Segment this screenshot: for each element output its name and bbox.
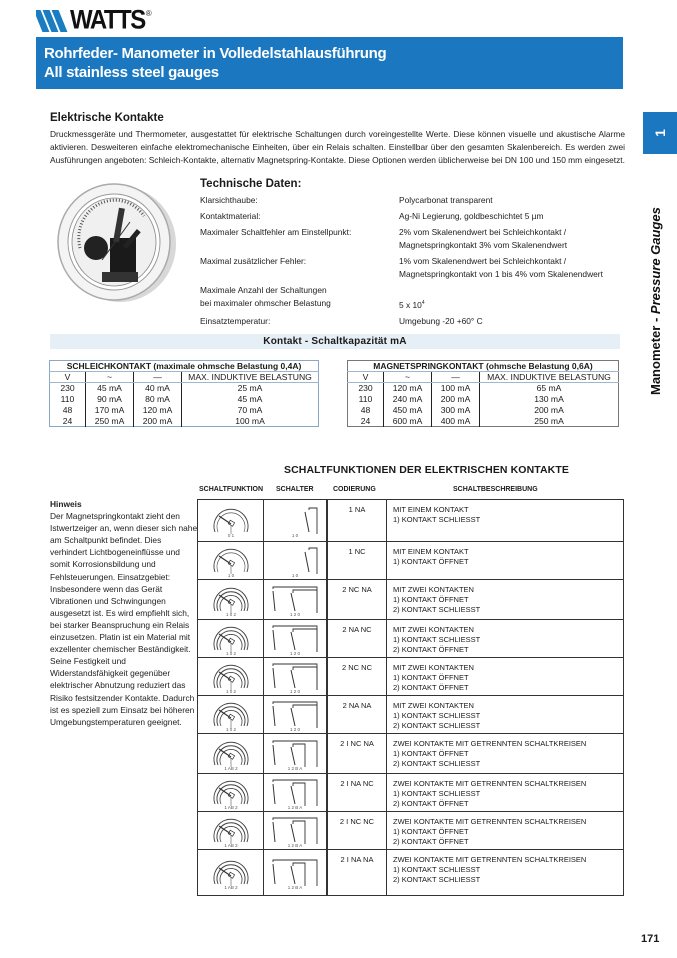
tech-row <box>200 315 620 328</box>
logo-stripes-icon <box>36 10 70 32</box>
svg-text:1 2 B A: 1 2 B A <box>287 804 303 810</box>
coding-label: 2 I NC NC <box>327 812 386 849</box>
svg-text:1 0 2: 1 0 2 <box>225 688 236 694</box>
function-row <box>198 657 623 695</box>
table-row <box>348 394 619 405</box>
tech-label: Klarsichthaube: <box>200 195 258 205</box>
table-cell: 200 mA <box>432 394 480 405</box>
description-line: 2) KONTAKT ÖFFNET <box>393 837 469 846</box>
description-line: 2) KONTAKT SCHLIESST <box>393 759 481 768</box>
column-header: ~ <box>384 372 432 383</box>
table-cell: 200 mA <box>480 405 619 416</box>
dial-diagram-icon <box>198 774 263 811</box>
description-line: 1) KONTAKT SCHLIESST <box>393 635 481 644</box>
function-description <box>386 542 623 579</box>
table-cell: 200 mA <box>134 416 182 427</box>
function-row <box>198 733 623 773</box>
header-schalter: SCHALTER <box>276 486 314 493</box>
table-row <box>50 394 319 405</box>
table-cell: 450 mA <box>384 405 432 416</box>
tech-label <box>200 284 399 312</box>
table-cell: 48 <box>62 405 73 415</box>
svg-text:0 1: 0 1 <box>227 532 234 538</box>
schleichkontakt-table <box>49 360 319 427</box>
table-cell: 120 mA <box>134 405 182 416</box>
svg-text:1 2 B A: 1 2 B A <box>287 842 303 848</box>
table-cell: 80 mA <box>134 394 182 405</box>
function-description <box>386 580 623 619</box>
table-cell: 45 mA <box>86 383 134 394</box>
table-cell: 65 mA <box>480 383 619 394</box>
switch-diagram-icon <box>263 542 327 579</box>
section-title: Elektrische Kontakte <box>50 112 164 124</box>
svg-text:1 0: 1 0 <box>291 532 299 538</box>
description-line: ZWEI KONTAKTE MIT GETRENNTEN SCHALTKREISEN <box>393 779 587 788</box>
coding-label: 2 I NA NC <box>327 774 386 811</box>
table-cell: 48 <box>360 405 371 415</box>
function-description <box>386 620 623 657</box>
tech-value-exponent: 4 <box>421 300 425 306</box>
column-header: MAX. INDUKTIVE BELASTUNG <box>182 372 319 383</box>
svg-text:1 AB 2: 1 AB 2 <box>223 884 238 890</box>
table-header-row <box>50 372 319 383</box>
tech-label: Einsatztemperatur: <box>200 315 271 326</box>
dial-diagram-icon <box>198 696 263 733</box>
description-line: 2) KONTAKT ÖFFNET <box>393 799 469 808</box>
coding-label: 2 NC NC <box>327 658 386 695</box>
table-cell: 110 <box>60 394 75 404</box>
title-banner <box>36 37 623 89</box>
section-intro: Druckmessgeräte und Thermometer, ausgestattet für elektrische Schaltungen durch voreingestellte Werte. Diese können visuelle und akustische Alarme aktivieren. Desweiteren einfache elektromechanische Einheiten, über ein Relais schalten. Einstellbar über den gesamten Skalenbereich. Es werden zwei Ausführungen angeboten: Schleich-Kontakte, alternativ Magnetspring-Kontakte. Diese Optionen werden üblicherweise bei DN 100 und 150 mm eingesetzt. <box>50 129 625 165</box>
tech-value-line: 2% vom Skalenendwert bei Schleichkontakt / <box>399 227 567 237</box>
table-cell: 240 mA <box>384 394 432 405</box>
switch-diagram-icon <box>263 580 327 619</box>
dial-diagram-icon <box>198 580 263 619</box>
function-row <box>198 811 623 849</box>
tech-value: Polycarbonat transparent <box>399 195 493 205</box>
svg-text:1 AB 2: 1 AB 2 <box>223 842 238 848</box>
table-cell: 24 <box>62 415 73 426</box>
table-cell: 230 <box>358 383 373 394</box>
switch-diagram-icon <box>263 500 327 541</box>
column-header: MAX. INDUKTIVE BELASTUNG <box>480 372 619 383</box>
description-line: 1) KONTAKT ÖFFNET <box>393 749 469 758</box>
coding-label: 2 NA NC <box>327 620 386 657</box>
tech-label: Maximaler Schaltfehler am Einstellpunkt: <box>200 227 352 237</box>
tech-label: Kontaktmaterial: <box>200 211 261 221</box>
dial-diagram-icon <box>198 734 263 773</box>
coding-label: 2 I NC NA <box>327 734 386 773</box>
tech-value: Ag-Ni Legierung, goldbeschichtet 5 µm <box>399 211 544 221</box>
tech-value-line: 1% vom Skalenendwert bei Schleichkontakt / <box>399 256 567 266</box>
tech-row <box>200 194 620 207</box>
table-cell: 400 mA <box>432 416 480 427</box>
description-line: 2) KONTAKT SCHLIESST <box>393 605 481 614</box>
tech-value <box>399 255 620 281</box>
description-line: 1) KONTAKT SCHLIESST <box>393 789 481 798</box>
tech-data-list <box>200 194 620 331</box>
svg-text:1 0: 1 0 <box>291 572 299 578</box>
switch-diagram-icon <box>263 812 327 849</box>
tech-label-line: Maximale Anzahl der Schaltungen <box>200 285 327 295</box>
banner-title-de: Rohrfeder- Manometer in Volledelstahlausführung <box>44 45 387 62</box>
side-label-de: Manometer - <box>648 314 663 395</box>
switch-diagram-icon <box>263 734 327 773</box>
tech-value-line: 5 x 10 <box>399 299 422 310</box>
description-line: MIT ZWEI KONTAKTEN <box>393 625 474 634</box>
switch-diagram-icon <box>263 658 327 695</box>
function-description <box>386 500 623 541</box>
table-cell: 100 mA <box>182 416 319 427</box>
description-line: 2) KONTAKT SCHLIESST <box>393 875 481 884</box>
coding-label: 1 NC <box>327 542 386 579</box>
function-row <box>198 579 623 619</box>
table-cell: 100 mA <box>432 383 480 394</box>
brand-name: WATTS <box>70 5 145 36</box>
function-description <box>386 734 623 773</box>
tech-label-line: bei maximaler ohmscher Belastung <box>200 298 331 308</box>
table-cell: 90 mA <box>86 394 134 405</box>
hinweis-title: Hinweis <box>50 499 82 509</box>
magnetspringkontakt-table <box>347 360 619 427</box>
chapter-number: 1 <box>651 129 668 137</box>
table-row <box>50 416 319 427</box>
svg-text:1 2 B A: 1 2 B A <box>287 884 303 890</box>
description-line: MIT ZWEI KONTAKTEN <box>393 585 474 594</box>
function-row <box>198 849 623 895</box>
table-row <box>50 405 319 416</box>
svg-text:1 0 2: 1 0 2 <box>225 611 236 617</box>
dial-diagram-icon <box>198 620 263 657</box>
svg-text:1 0 2: 1 0 2 <box>225 650 236 656</box>
hinweis-note <box>50 498 198 728</box>
chapter-tab <box>643 112 677 154</box>
tech-value <box>399 226 620 252</box>
description-line: 1) KONTAKT ÖFFNET <box>393 673 469 682</box>
table-cell: 25 mA <box>182 383 319 394</box>
tech-value-line: Magnetspringkontakt 3% vom Skalenendwert <box>399 240 568 250</box>
description-line: 1) KONTAKT ÖFFNET <box>393 595 469 604</box>
dial-diagram-icon <box>198 658 263 695</box>
table-cell: 120 mA <box>384 383 432 394</box>
description-line: MIT ZWEI KONTAKTEN <box>393 663 474 672</box>
function-row <box>198 619 623 657</box>
table-cell: 130 mA <box>480 394 619 405</box>
dial-diagram-icon <box>198 850 263 895</box>
column-header: — <box>134 372 182 383</box>
header-codierung: CODIERUNG <box>333 486 376 493</box>
svg-text:1 2 0: 1 2 0 <box>289 726 301 732</box>
function-description <box>386 812 623 849</box>
switch-diagram-icon <box>263 696 327 733</box>
svg-text:1 0: 1 0 <box>227 572 234 578</box>
registered-mark: ® <box>145 8 152 18</box>
side-section-label <box>648 207 663 395</box>
switch-diagram-icon <box>263 850 327 895</box>
svg-text:1 AB 2: 1 AB 2 <box>223 804 238 810</box>
switch-diagram-icon <box>263 774 327 811</box>
svg-text:1 AB 2: 1 AB 2 <box>223 765 238 771</box>
function-description <box>386 696 623 733</box>
side-label-en: Pressure Gauges <box>648 207 663 315</box>
function-row <box>198 500 623 541</box>
table-cell: 250 mA <box>480 416 619 427</box>
tech-value: Umgebung -20 +60° C <box>399 315 483 326</box>
description-line: 2) KONTAKT ÖFFNET <box>393 645 469 654</box>
description-line: MIT ZWEI KONTAKTEN <box>393 701 474 710</box>
table-cell: 45 mA <box>182 394 319 405</box>
table-cell: 230 <box>60 383 75 394</box>
description-line: ZWEI KONTAKTE MIT GETRENNTEN SCHALTKREISEN <box>393 817 587 826</box>
function-row <box>198 541 623 579</box>
table-row <box>50 383 319 394</box>
svg-text:1 2 B A: 1 2 B A <box>287 765 303 771</box>
table-cell: 24 <box>360 415 371 426</box>
functions-title: SCHALTFUNKTIONEN DER ELEKTRISCHEN KONTAKTE <box>284 464 569 476</box>
function-row <box>198 695 623 733</box>
tech-row <box>200 255 620 281</box>
tech-value <box>399 284 620 312</box>
page-number: 171 <box>641 933 660 945</box>
coding-label: 2 NC NA <box>327 580 386 619</box>
tech-row <box>200 226 620 252</box>
table-header-row <box>348 372 619 383</box>
table-cell: 70 mA <box>182 405 319 416</box>
description-line: 2) KONTAKT ÖFFNET <box>393 683 469 692</box>
switch-diagram-icon <box>263 620 327 657</box>
description-line: ZWEI KONTAKTE MIT GETRENNTEN SCHALTKREISEN <box>393 855 587 864</box>
hinweis-text: Der Magnetspringkontakt zieht den Istwertzeiger an, wenn dieser sich nahe am Schaltpunkt befindet. Dies verhindert Lichtbogeneinflüsse und somit Korrosionsbildung und Fehlsteuerungen. Einsatzgebiet: Insbesondere wenn das Gerät Vibrationen und Schwingungen ausgesetzt ist. Es wird empfiehlt sich, bei starker Beanspruchung ein Relais einzusetzen. Platin ist ein Material mit exzellenter chemischer Beständigkeit. Seine Festigkeit und Widerstandsfähigkeit gegenüber elektrischer Abnutzung reduziert das Risiko festsitzender Kontakte. Dadurch ist es speziell zum Einsatz bei höheren Umgebungstemperaturen geeignet. <box>50 511 198 727</box>
functions-table <box>197 499 624 896</box>
banner-title-en: All stainless steel gauges <box>44 64 219 81</box>
description-line: 1) KONTAKT SCHLIESST <box>393 711 481 720</box>
tech-row <box>200 284 620 312</box>
coding-label: 1 NA <box>327 500 386 541</box>
header-schaltbeschreibung: SCHALTBESCHREIBUNG <box>453 486 538 493</box>
tech-data-title: Technische Daten: <box>200 178 302 190</box>
table-cell: 600 mA <box>384 416 432 427</box>
function-description <box>386 774 623 811</box>
svg-text:1 2 0: 1 2 0 <box>289 688 301 694</box>
table-cell: 110 <box>358 394 373 404</box>
svg-text:1 2 0: 1 2 0 <box>289 611 301 617</box>
function-row <box>198 773 623 811</box>
description-line: ZWEI KONTAKTE MIT GETRENNTEN SCHALTKREISEN <box>393 739 587 748</box>
watts-logo <box>36 5 152 36</box>
description-line: MIT EINEM KONTAKT <box>393 547 469 556</box>
description-line: 1) KONTAKT ÖFFNET <box>393 557 469 566</box>
table-cell: 170 mA <box>86 405 134 416</box>
column-header: — <box>432 372 480 383</box>
dial-diagram-icon <box>198 542 263 579</box>
table-row <box>348 416 619 427</box>
tech-row <box>200 210 620 223</box>
description-line: 2) KONTAKT SCHLIESST <box>393 721 481 730</box>
coding-label: 2 I NA NA <box>327 850 386 895</box>
description-line: MIT EINEM KONTAKT <box>393 505 469 514</box>
dial-diagram-icon <box>198 500 263 541</box>
header-schaltfunktion: SCHALTFUNKTION <box>199 486 264 493</box>
table-title: SCHLEICHKONTAKT (maximale ohmsche Belastung 0,4A) <box>50 361 319 372</box>
svg-text:1 2 0: 1 2 0 <box>289 650 301 656</box>
column-header: ~ <box>86 372 134 383</box>
dial-diagram-icon <box>198 812 263 849</box>
capacity-title: Kontakt - Schaltkapazität mA <box>50 334 620 349</box>
tech-value-line: Magnetspringkontakt von 1 bis 4% vom Skalenendwert <box>399 269 603 279</box>
table-cell: 250 mA <box>86 416 134 427</box>
description-line: 1) KONTAKT SCHLIESST <box>393 865 481 874</box>
table-title: MAGNETSPRINGKONTAKT (ohmsche Belastung 0,6A) <box>348 361 619 372</box>
function-description <box>386 850 623 895</box>
tech-label: Maximal zusätzlicher Fehler: <box>200 256 307 266</box>
table-row <box>348 383 619 394</box>
table-cell: 300 mA <box>432 405 480 416</box>
description-line: 1) KONTAKT ÖFFNET <box>393 827 469 836</box>
table-cell: 40 mA <box>134 383 182 394</box>
column-header: V <box>348 372 384 383</box>
column-header: V <box>50 372 86 383</box>
table-row <box>348 405 619 416</box>
description-line: 1) KONTAKT SCHLIESST <box>393 515 481 524</box>
svg-text:1 0 2: 1 0 2 <box>225 726 236 732</box>
function-description <box>386 658 623 695</box>
coding-label: 2 NA NA <box>327 696 386 733</box>
pressure-gauge-photo-icon <box>52 178 180 306</box>
